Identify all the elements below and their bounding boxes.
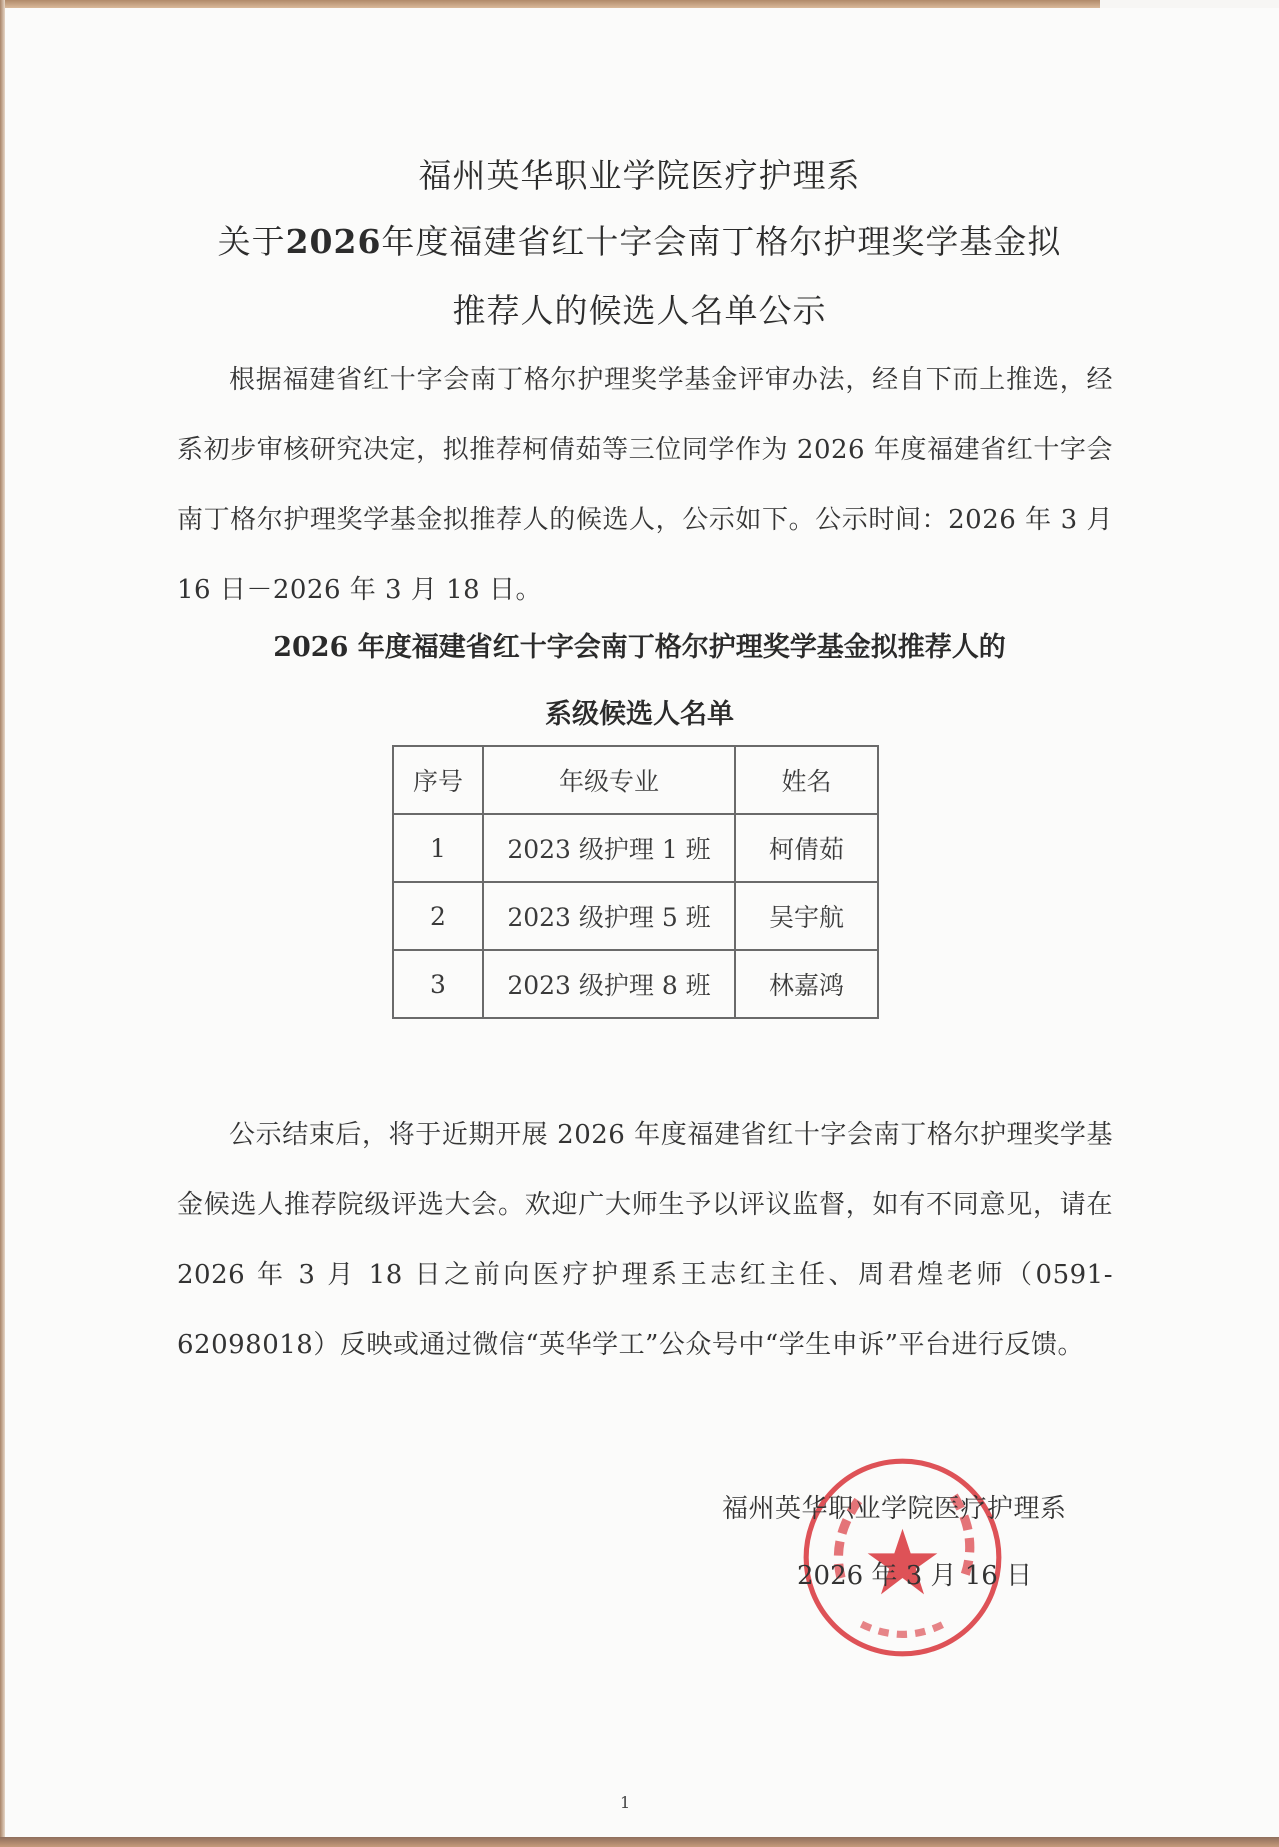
document-title-line-3: 推荐人的候选人名单公示 xyxy=(452,291,827,330)
cell-name: 吴宇航 xyxy=(735,882,878,950)
table-row xyxy=(393,814,878,882)
document-title-line-1: 福州英华职业学院医疗护理系 xyxy=(418,156,861,195)
signature-date: 2026 年 3 月 16 日 xyxy=(797,1561,1033,1591)
document-title-line-2 xyxy=(0,216,1279,263)
intro-paragraph-text: 根据福建省红十字会南丁格尔护理奖学基金评审办法，经自下而上推选，经系初步审核研究决定，拟推荐柯倩茹等三位同学作为 2026 年度福建省红十字会南丁格尔护理奖学基金拟推荐人的候选人，公示如下。公示时间：2026 年 3 月 16 日－2026 年 3 月 18 日。 xyxy=(177,365,1113,605)
title-prefix: 关于 xyxy=(217,222,286,261)
header-index: 序号 xyxy=(393,746,483,814)
paper-edge-top xyxy=(0,0,1100,8)
candidate-table xyxy=(392,745,879,1019)
title-year: 2026 xyxy=(285,222,382,261)
header-class: 年级专业 xyxy=(483,746,735,814)
cell-name: 柯倩茹 xyxy=(735,814,878,882)
list-title-line-1: 2026 年度福建省红十字会南丁格尔护理奖学基金拟推荐人的 xyxy=(273,632,1006,663)
table-row xyxy=(393,950,878,1018)
cell-index: 3 xyxy=(393,950,483,1018)
list-title-line-2: 系级候选人名单 xyxy=(545,699,734,730)
intro-paragraph xyxy=(177,345,1113,625)
signature-organization: 福州英华职业学院医疗护理系 xyxy=(722,1494,1067,1524)
table-row xyxy=(393,882,878,950)
cell-class: 2023 级护理 1 班 xyxy=(483,814,735,882)
header-name: 姓名 xyxy=(735,746,878,814)
closing-paragraph xyxy=(177,1100,1113,1380)
paper-edge-bottom xyxy=(0,1837,1279,1847)
table-header-row xyxy=(393,746,878,814)
cell-class: 2023 级护理 5 班 xyxy=(483,882,735,950)
cell-name: 林嘉鸿 xyxy=(735,950,878,1018)
cell-index: 2 xyxy=(393,882,483,950)
cell-class: 2023 级护理 8 班 xyxy=(483,950,735,1018)
page-number: 1 xyxy=(620,1793,631,1812)
cell-index: 1 xyxy=(393,814,483,882)
closing-paragraph-text: 公示结束后，将于近期开展 2026 年度福建省红十字会南丁格尔护理奖学基金候选人推荐院级评选大会。欢迎广大师生予以评议监督，如有不同意见，请在 2026 年 3 月 18 日之前向医疗护理系王志红主任、周君煌老师（0591-62098018）反映或通过微信“英华学工”公众号中“学生申诉”平台进行反馈。 xyxy=(177,1120,1113,1360)
title-suffix: 年度福建省红十字会南丁格尔护理奖学基金拟 xyxy=(381,222,1062,261)
